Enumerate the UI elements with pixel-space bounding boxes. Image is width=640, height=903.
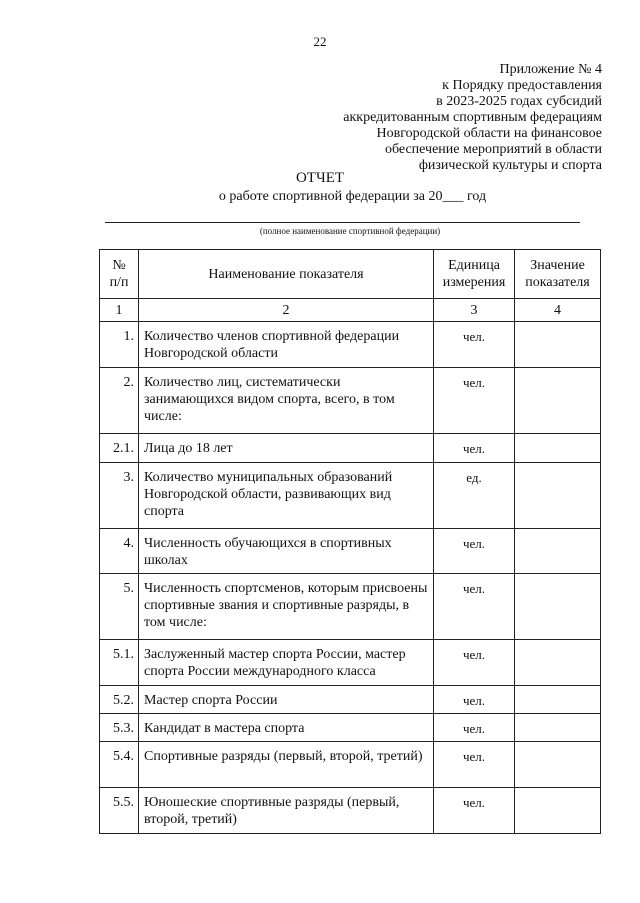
header-value: Значение показателя [515,250,601,299]
report-title: ОТЧЕТ [295,170,345,186]
table-header-row [100,250,601,299]
row-name: Кандидат в мастера спорта [139,714,434,742]
header-num: № п/п [100,250,139,299]
table-row [100,368,601,434]
row-value-cell[interactable] [515,788,601,834]
row-name: Численность спортсменов, которым присвоены спортивные звания и спортивные разряды, в том числе: [139,574,434,640]
table-row [100,788,601,834]
row-name: Количество членов спортивной федерации Новгородской области [139,322,434,368]
table-row [100,686,601,714]
table-row [100,463,601,529]
row-value-cell[interactable] [515,322,601,368]
appendix-line: физической культуры и спорта [418,158,602,173]
row-unit: чел. [434,686,515,714]
appendix-line: Приложение № 4 [499,62,602,77]
appendix-line: в 2023-2025 годах субсидий [436,94,602,109]
appendix-line: Новгородской области на финансовое [376,126,602,141]
header-name: Наименование показателя [139,250,434,299]
table-row [100,574,601,640]
row-value-cell[interactable] [515,574,601,640]
row-unit: чел. [434,322,515,368]
row-value-cell[interactable] [515,529,601,574]
row-name: Численность обучающихся в спортивных школах [139,529,434,574]
header-unit: Единица измерения [434,250,515,299]
row-name: Спортивные разряды (первый, второй, третий) [139,742,434,788]
row-unit: чел. [434,529,515,574]
appendix-line: к Порядку предоставления [442,78,602,93]
appendix-line: обеспечение мероприятий в области [384,142,602,157]
row-name: Юношеские спортивные разряды (первый, второй, третий) [139,788,434,834]
row-unit: чел. [434,788,515,834]
row-num: 5.3. [100,714,139,742]
row-num: 4. [100,529,139,574]
row-num: 2. [100,368,139,434]
row-value-cell[interactable] [515,742,601,788]
column-index: 4 [515,299,601,322]
column-index-row [100,299,601,322]
row-num: 5.4. [100,742,139,788]
indicators-table [99,249,601,834]
row-unit: чел. [434,574,515,640]
row-value-cell[interactable] [515,368,601,434]
appendix-line: аккредитованным спортивным федерациям [343,110,602,125]
page-number: 22 [313,34,327,49]
column-index: 1 [100,299,139,322]
row-name: Количество муниципальных образований Новгородской области, развивающих вид спорта [139,463,434,529]
row-value-cell[interactable] [515,714,601,742]
federation-name-line [105,222,580,223]
row-num: 2.1. [100,434,139,463]
row-value-cell[interactable] [515,434,601,463]
table-row [100,640,601,686]
row-value-cell[interactable] [515,640,601,686]
row-name: Мастер спорта России [139,686,434,714]
row-unit: чел. [434,640,515,686]
row-value-cell[interactable] [515,686,601,714]
row-unit: чел. [434,714,515,742]
row-num: 5.5. [100,788,139,834]
table-row [100,434,601,463]
row-num: 3. [100,463,139,529]
report-subtitle: о работе спортивной федерации за 20___ год [218,189,487,204]
row-value-cell[interactable] [515,463,601,529]
row-name: Количество лиц, систематически занимающихся видом спорта, всего, в том числе: [139,368,434,434]
table-row [100,742,601,788]
table-row [100,529,601,574]
row-unit: чел. [434,742,515,788]
row-num: 5. [100,574,139,640]
column-index: 2 [139,299,434,322]
table-row [100,322,601,368]
row-num: 5.2. [100,686,139,714]
row-unit: чел. [434,368,515,434]
column-index: 3 [434,299,515,322]
federation-name-caption: (полное наименование спортивной федерации) [259,226,441,236]
row-name: Лица до 18 лет [139,434,434,463]
row-name: Заслуженный мастер спорта России, мастер спорта России международного класса [139,640,434,686]
row-unit: чел. [434,434,515,463]
row-unit: ед. [434,463,515,529]
appendix-note [282,62,602,174]
row-num: 1. [100,322,139,368]
table-row [100,714,601,742]
row-num: 5.1. [100,640,139,686]
